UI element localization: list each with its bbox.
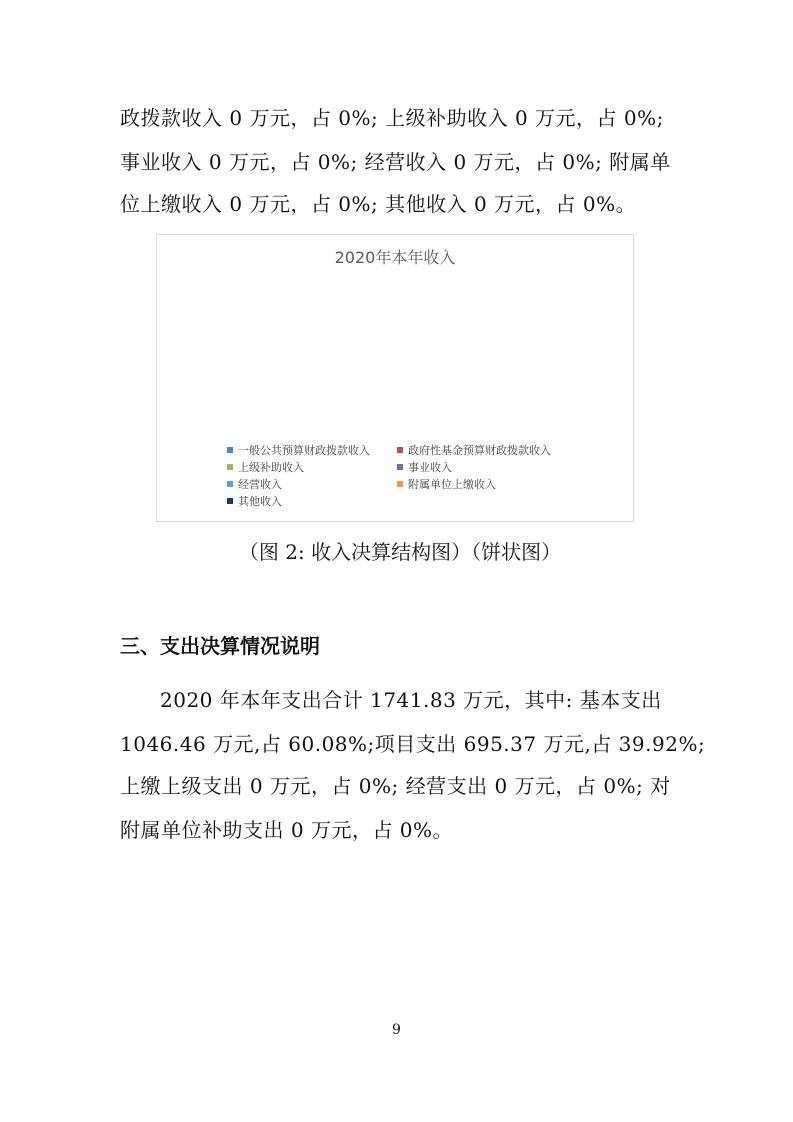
legend-label: 政府性基金预算财政拨款收入 bbox=[408, 444, 551, 457]
legend-item bbox=[227, 460, 304, 476]
intro-line: 事业收入 0 万元，占 0%; 经营收入 0 万元，占 0%; 附属单 bbox=[120, 150, 671, 174]
legend-swatch bbox=[397, 464, 403, 470]
legend-label: 上级补助收入 bbox=[238, 461, 304, 474]
legend-label: 事业收入 bbox=[408, 461, 452, 474]
legend-swatch bbox=[397, 447, 403, 453]
legend-item bbox=[227, 477, 282, 493]
income-pie-chart bbox=[156, 234, 634, 522]
legend-label: 经营收入 bbox=[238, 478, 282, 491]
chart-title: 2020年本年收入 bbox=[334, 248, 456, 267]
legend-item bbox=[397, 477, 496, 493]
legend-swatch bbox=[227, 447, 233, 453]
legend-item bbox=[397, 443, 551, 459]
pie-plot bbox=[157, 235, 635, 435]
figure-caption: （图 2: 收入决算结构图）（饼状图） bbox=[238, 540, 562, 564]
legend-swatch bbox=[227, 464, 233, 470]
body-line: 1046.46 万元,占 60.08%;项目支出 695.37 万元,占 39.92%; bbox=[120, 732, 706, 756]
body-line: 2020 年本年支出合计 1741.83 万元，其中: 基本支出 bbox=[160, 688, 662, 712]
legend-item bbox=[227, 494, 282, 510]
legend-swatch bbox=[227, 498, 233, 504]
legend-swatch bbox=[227, 481, 233, 487]
body-line: 附属单位补助支出 0 万元，占 0%。 bbox=[120, 818, 454, 842]
legend-label: 附属单位上缴收入 bbox=[408, 478, 496, 491]
intro-line: 政拨款收入 0 万元，占 0%; 上级补助收入 0 万元，占 0%; bbox=[120, 106, 664, 130]
legend-label: 一般公共预算财政拨款收入 bbox=[238, 444, 370, 457]
page-number: 9 bbox=[392, 1022, 401, 1038]
legend-label: 其他收入 bbox=[238, 495, 282, 508]
section-heading: 三、支出决算情况说明 bbox=[120, 634, 320, 658]
body-line: 上缴上级支出 0 万元，占 0%; 经营支出 0 万元，占 0%; 对 bbox=[120, 774, 671, 798]
intro-line: 位上缴收入 0 万元，占 0%; 其他收入 0 万元，占 0%。 bbox=[120, 192, 637, 216]
legend-swatch bbox=[397, 481, 403, 487]
legend-item bbox=[397, 460, 452, 476]
legend-item bbox=[227, 443, 370, 459]
